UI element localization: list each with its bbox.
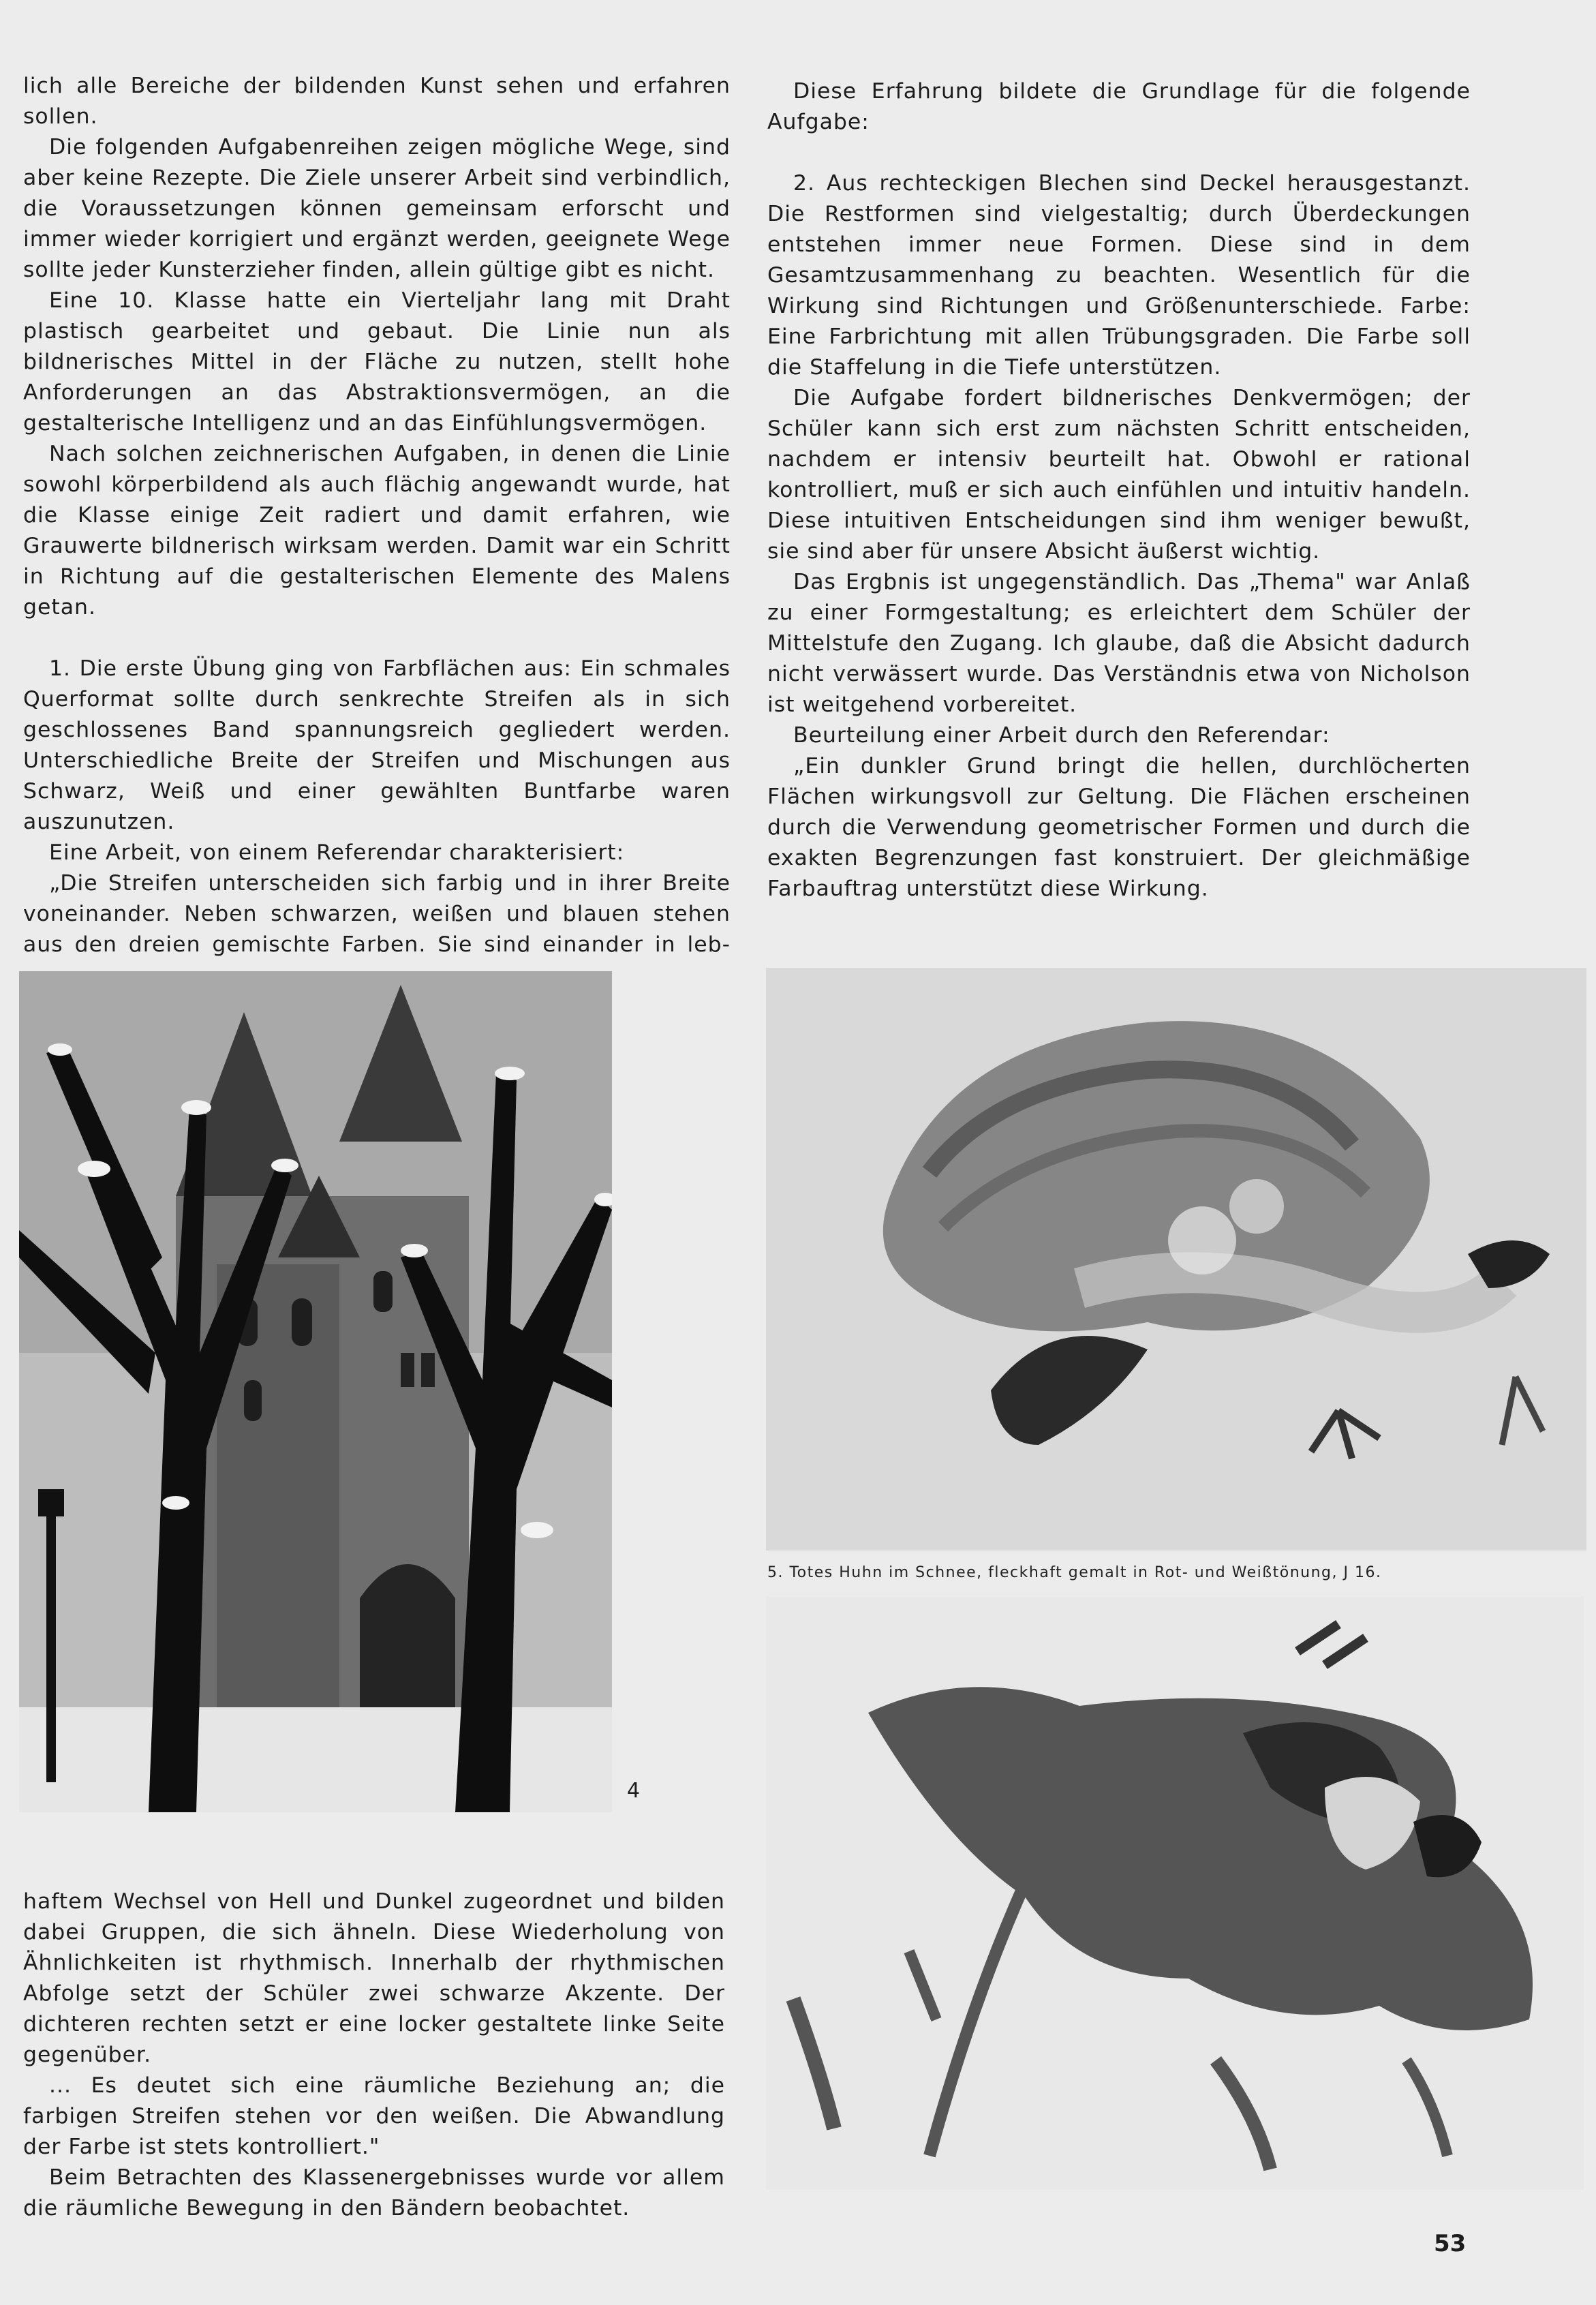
paragraph: Nach solchen zeichnerischen Aufgaben, in denen die Linie sowohl körperbildend als auch flächig angewandt wurde, hat die Klasse einige Zeit radiert und damit erfahren, wie Grauwerte bildnerisch wirksam werden. Damit war ein Schritt in Richtung auf die gestalterischen Elemente des Malens getan.	[23, 442, 731, 620]
paragraph: Eine Arbeit, von einem Referendar charakterisiert:	[49, 840, 625, 865]
figure-6-bird-painting	[766, 1597, 1584, 2190]
bottom-text-column	[23, 1887, 725, 2224]
paragraph: „Die Streifen unterscheiden sich farbig und in ihrer Breite voneinander. Neben schwarzen, weißen und blauen stehen aus den dreien gemischte Farben. Sie sind einander in leb-	[23, 871, 731, 957]
right-text-column	[767, 76, 1471, 904]
figure-5-caption: 5. Totes Huhn im Schnee, fleckhaft gemalt in Rot- und Weißtönung, J 16.	[767, 1564, 1382, 1581]
paragraph: Eine 10. Klasse hatte ein Vierteljahr lang mit Draht plastisch gearbeitet und gebaut. Die Linie nun als bildnerisches Mittel in der Fläche zu nutzen, stellt hohe Anforderungen an das Abstraktionsvermögen, an die gestalterische Intelligenz und an das Einfühlungsvermögen.	[23, 288, 731, 436]
paragraph: 1. Die erste Übung ging von Farbflächen aus: Ein schmales Querformat sollte durch senkrechte Streifen als in sich geschlossenes Band spannungsreich gegliedert werden. Unterschiedliche Breite der Streifen und Mischungen aus Schwarz, Weiß und einer gewählten Buntfarbe waren auszunutzen.	[23, 656, 731, 834]
paragraph: Beim Betrachten des Klassenergebnisses wurde vor allem die räumliche Bewegung in den Bändern beobachtet.	[23, 2165, 725, 2220]
paragraph: ... Es deutet sich eine räumliche Beziehung an; die farbigen Streifen stehen vor den weißen. Die Abwandlung der Farbe ist stets kontrolliert."	[23, 2073, 725, 2159]
paragraph: „Ein dunkler Grund bringt die hellen, durchlöcherten Flächen wirkungsvoll zur Geltung. Die Flächen erscheinen durch die Verwendung geometrischer Formen und durch die exakten Begrenzungen fast konstruiert. Der gleichmäßige Farbauftrag unterstützt diese Wirkung.	[767, 754, 1471, 901]
paragraph: lich alle Bereiche der bildenden Kunst sehen und erfahren sollen.	[23, 74, 731, 129]
paragraph: Beurteilung einer Arbeit durch den Referendar:	[793, 723, 1330, 748]
paragraph: Diese Erfahrung bildete die Grundlage für die folgende Aufgabe:	[767, 79, 1471, 134]
paragraph: 2. Aus rechteckigen Blechen sind Deckel herausgestanzt. Die Restformen sind vielgestaltig; durch Überdeckungen entstehen immer neue Formen. Diese sind in dem Gesamtzusammenhang zu beachten. Wesentlich für die Wirkung sind Richtungen und Größenunterschiede. Farbe: Eine Farbrichtung mit allen Trübungsgraden. Die Farbe soll die Staffelung in die Tiefe unterstützen.	[767, 171, 1471, 380]
figure-4-church-painting	[19, 971, 612, 1812]
left-text-column	[23, 71, 731, 960]
figure-number: 4	[627, 1779, 641, 1803]
page-number: 53	[1434, 2230, 1467, 2257]
paragraph: haftem Wechsel von Hell und Dunkel zugeordnet und bilden dabei Gruppen, die sich ähneln. Diese Wiederholung von Ähnlichkeiten ist rhythmisch. Innerhalb der rhythmischen Abfolge setzt der Schüler zwei schwarze Akzente. Der dichteren rechten setzt er eine locker gestaltete linke Seite gegenüber.	[23, 1889, 725, 2067]
figure-5-chicken-painting	[766, 968, 1586, 1551]
paragraph: Die Aufgabe fordert bildnerisches Denkvermögen; der Schüler kann sich erst zum nächsten Schritt entscheiden, nachdem er intensiv beurteilt hat. Obwohl er rational kontrolliert, muß er sich auch einfühlen und intuitiv handeln. Diese intuitiven Entscheidungen sind ihm weniger bewußt, sie sind aber für unsere Absicht äußerst wichtig.	[767, 386, 1471, 564]
paragraph: Das Ergbnis ist ungegenständlich. Das „Thema" war Anlaß zu einer Formgestaltung; es erleichtert dem Schüler der Mittelstufe den Zugang. Ich glaube, daß die Absicht dadurch nicht verwässert wurde. Das Verständnis etwa von Nicholson ist weitgehend vorbereitet.	[767, 570, 1471, 717]
paragraph: Die folgenden Aufgabenreihen zeigen mögliche Wege, sind aber keine Rezepte. Die Ziele unserer Arbeit sind verbindlich, die Voraussetzungen können gemeinsam erforscht und immer wieder korrigiert und ergänzt werden, geeignete Wege sollte jeder Kunsterzieher finden, allein gültige gibt es nicht.	[23, 135, 731, 282]
